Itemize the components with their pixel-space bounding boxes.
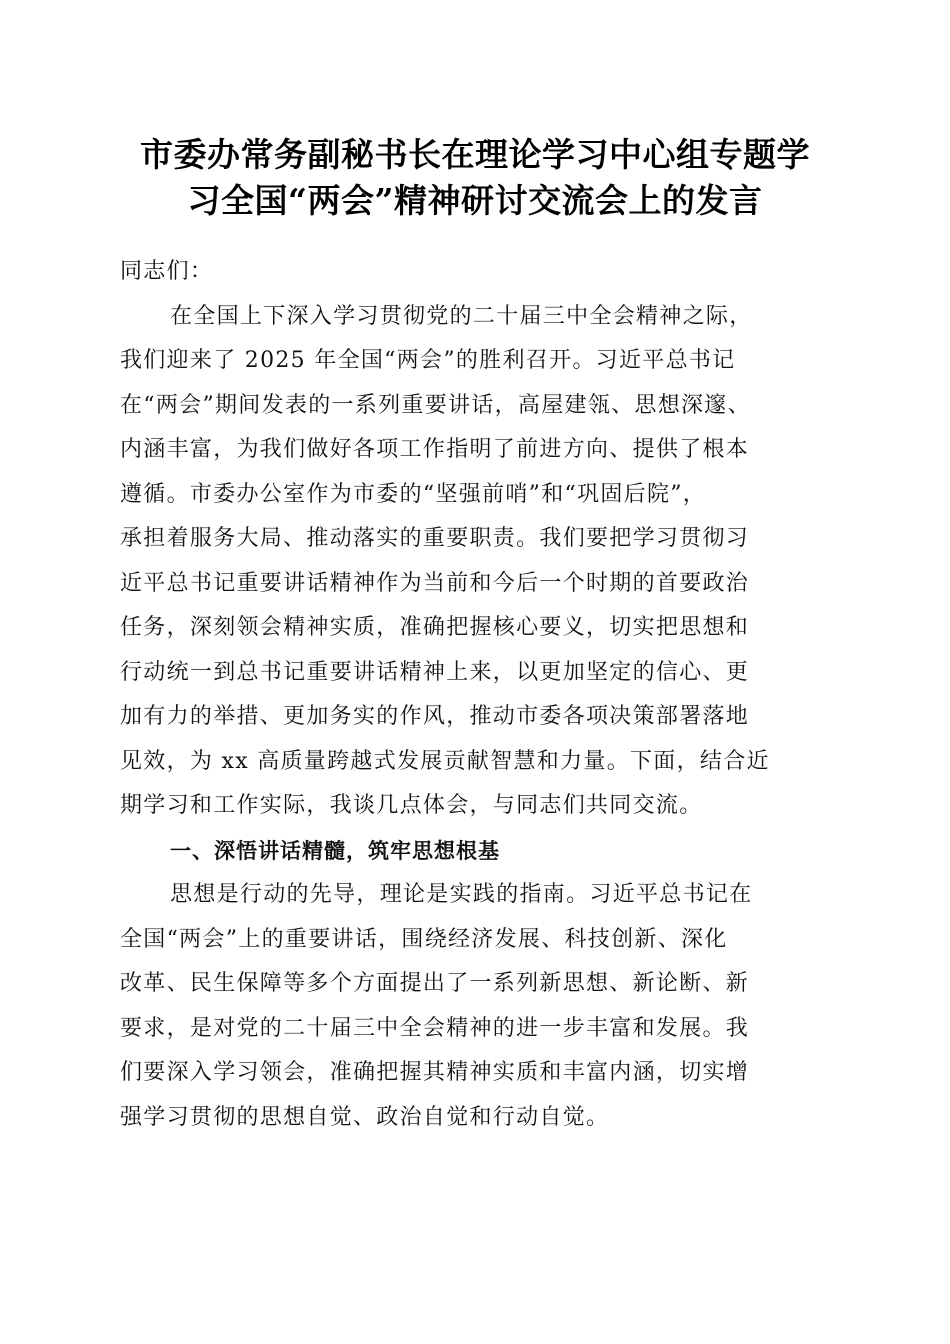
title-line: 市委办常务副秘书长在理论学习中心组专题学 [140, 135, 810, 174]
paragraph-line: 见效，为 xx 高质量跨越式发展贡献智慧和力量。下面，结合近 [120, 748, 770, 774]
paragraph-line: 全国“两会”上的重要讲话，围绕经济发展、科技创新、深化 [120, 926, 728, 952]
paragraph-line: 强学习贯彻的思想自觉、政治自觉和行动自觉。 [120, 1104, 610, 1130]
paragraph-line: 在“两会”期间发表的一系列重要讲话，高屋建瓴、思想深邃、 [120, 392, 751, 418]
paragraph-line: 承担着服务大局、推动落实的重要职责。我们要把学习贯彻习 [120, 526, 750, 551]
paragraph-line: 行动统一到总书记重要讲话精神上来，以更加坚定的信心、更 [120, 659, 750, 685]
paragraph-line: 在全国上下深入学习贯彻党的二十届三中全会精神之际， [170, 303, 753, 329]
paragraph-line: 思想是行动的先导，理论是实践的指南。习近平总书记在 [170, 882, 753, 907]
paragraph-line: 改革、民生保障等多个方面提出了一系列新思想、新论断、新 [120, 971, 750, 996]
paragraph-line: 加有力的举措、更加务实的作风，推动市委各项决策部署落地 [120, 704, 750, 729]
title-line: 习全国“两会”精神研讨交流会上的发言 [187, 181, 763, 220]
paragraph-line: 们要深入学习领会，准确把握其精神实质和丰富内涵，切实增 [120, 1060, 750, 1085]
salutation: 同志们： [120, 259, 214, 284]
paragraph-line: 遵循。市委办公室作为市委的“坚强前哨”和“巩固后院”， [120, 481, 707, 507]
paragraph-line: 我们迎来了 2025 年全国“两会”的胜利召开。习近平总书记 [120, 348, 736, 373]
paragraph-line: 任务，深刻领会精神实质，准确把握核心要义，切实把思想和 [120, 615, 750, 640]
paragraph-line: 内涵丰富，为我们做好各项工作指明了前进方向、提供了根本 [120, 437, 750, 462]
paragraph-line: 要求，是对党的二十届三中全会精神的进一步丰富和发展。我 [120, 1015, 750, 1041]
document-title [100, 132, 850, 224]
paragraph-line: 期学习和工作实际，我谈几点体会，与同志们共同交流。 [120, 793, 703, 818]
section-heading: 一、深悟讲话精髓，筑牢思想根基 [170, 838, 500, 863]
document-body [120, 250, 840, 1140]
paragraph-line: 近平总书记重要讲话精神作为当前和今后一个时期的首要政治 [120, 570, 750, 596]
